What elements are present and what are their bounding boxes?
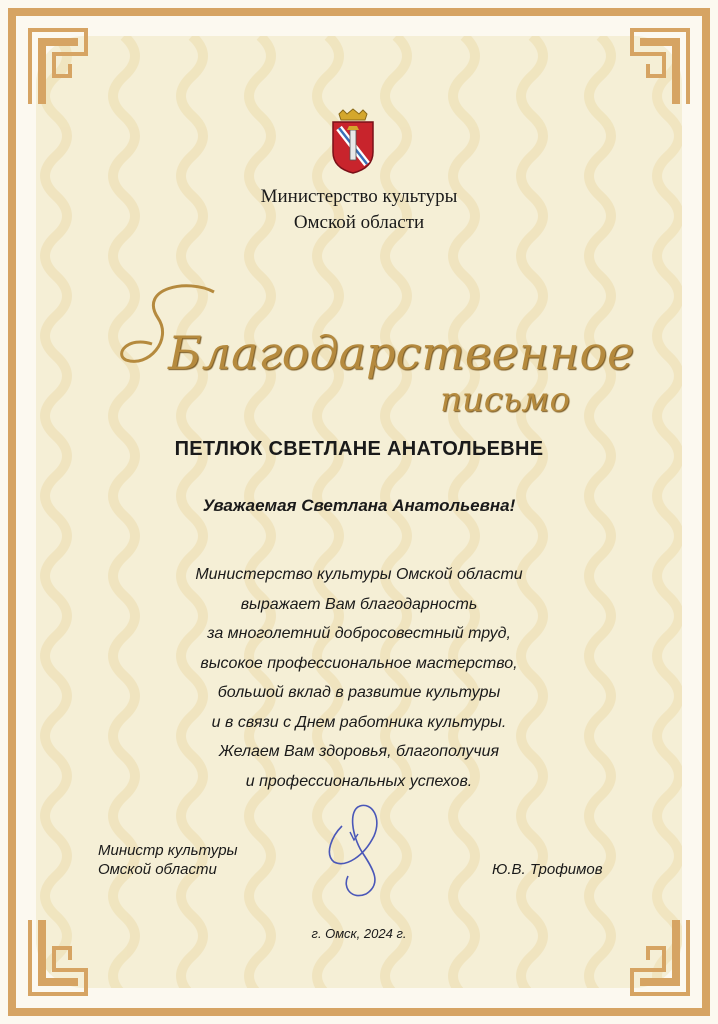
corner-ornament-top-right xyxy=(624,24,694,114)
city-and-date: г. Омск, 2024 г. xyxy=(311,926,407,941)
corner-ornament-top-left xyxy=(24,24,94,114)
corner-ornament-bottom-left xyxy=(24,910,94,1000)
body-line: и в связи с Днем работника культуры. xyxy=(211,713,507,731)
signatory-name: Ю.В. Трофимов xyxy=(492,861,603,878)
body-line: высокое профессиональное мастерство, xyxy=(200,654,518,672)
body-line: выражает Вам благодарность xyxy=(240,595,478,613)
body-line: Желаем Вам здоровья, благополучия xyxy=(218,743,500,760)
heading-line1: Благодарственное xyxy=(168,326,635,380)
letter-body xyxy=(0,560,718,796)
recipient-name: ПЕТЛЮК СВЕТЛАНЕ АНАТОЛЬЕВНЕ xyxy=(174,438,544,460)
heading-line2: письмо xyxy=(440,380,571,420)
corner-ornament-bottom-right xyxy=(624,910,694,1000)
signatory-title-line1: Министр культуры xyxy=(98,842,238,859)
signatory-title-line2: Омской области xyxy=(98,861,217,878)
handwritten-signature xyxy=(312,796,396,900)
signatory-title xyxy=(98,841,238,879)
ministry-name-line1: Министерство культуры xyxy=(260,186,458,207)
body-line: большой вклад в развитие культуры xyxy=(217,684,501,701)
salutation: Уважаемая Светлана Анатольевна! xyxy=(202,496,516,515)
omsk-coat-of-arms-icon xyxy=(329,108,377,174)
body-line: Министерство культуры Омской области xyxy=(195,566,523,583)
ministry-name-line2: Омской области xyxy=(293,212,425,233)
body-line: и профессиональных успехов. xyxy=(245,772,473,790)
body-line: за многолетний добросовестный труд, xyxy=(207,625,511,642)
